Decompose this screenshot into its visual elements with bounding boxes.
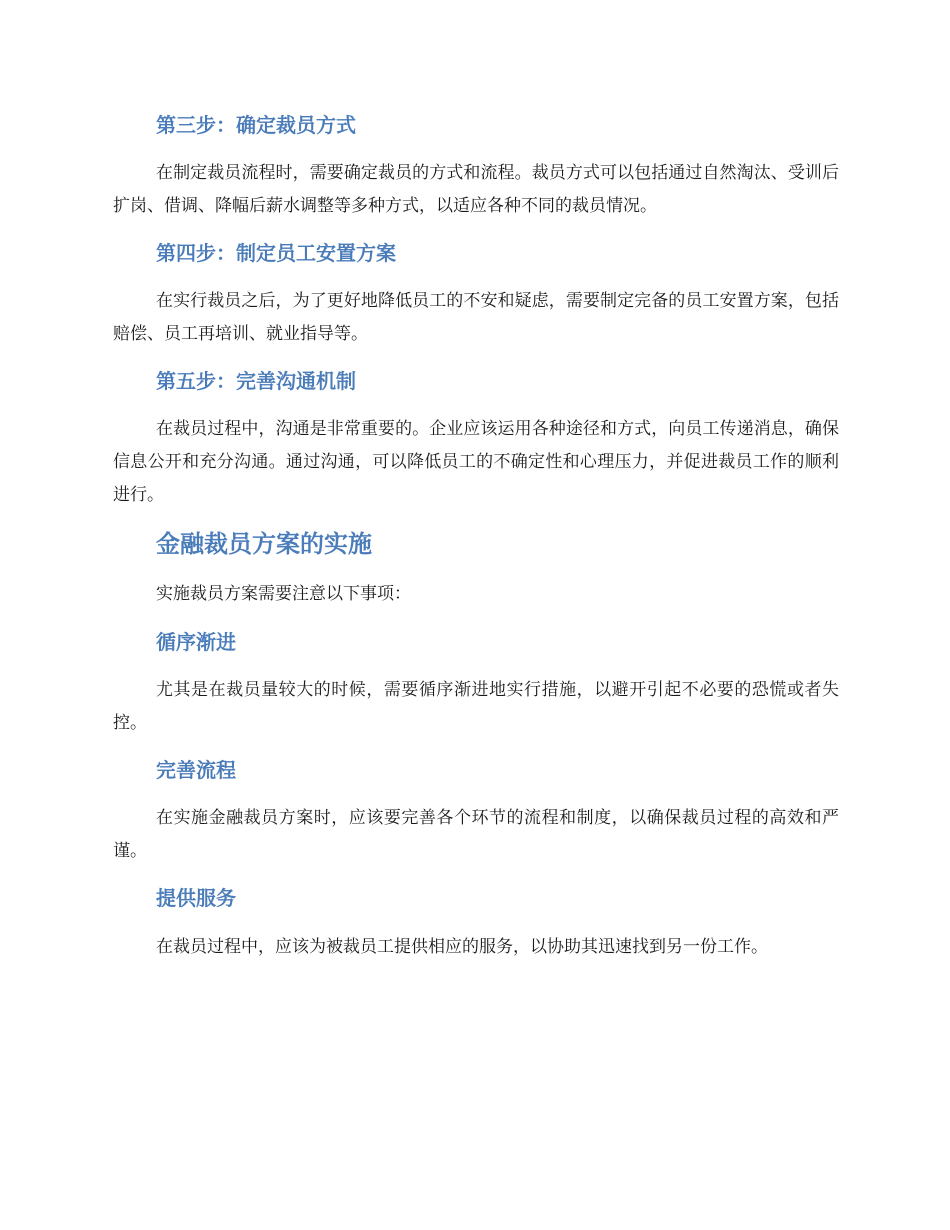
section-heading-step4: 第四步：制定员工安置方案 [156,241,396,265]
section-paragraph-step3: 在制定裁员流程时，需要确定裁员的方式和流程。裁员方式可以包括通过自然淘汰、受训后扩岗、借调、降幅后薪水调整等多种方式，以适应各种不同的裁员情况。 [113,163,839,216]
implementation-title: 金融裁员方案的实施 [156,530,372,558]
item-heading-gradual: 循序渐进 [156,630,236,654]
section-heading-step3: 第三步：确定裁员方式 [156,113,356,137]
implementation-intro: 实施裁员方案需要注意以下事项： [156,584,411,604]
item-paragraph-gradual: 尤其是在裁员量较大的时候，需要循序渐进地实行措施，以避开引起不必要的恐慌或者失控。 [113,680,839,733]
item-heading-service: 提供服务 [156,886,236,910]
item-paragraph-service: 在裁员过程中，应该为被裁员工提供相应的服务，以协助其迅速找到另一份工作。 [156,937,768,957]
item-paragraph-process: 在实施金融裁员方案时，应该要完善各个环节的流程和制度，以确保裁员过程的高效和严谨。 [113,808,839,861]
item-heading-process: 完善流程 [156,758,236,782]
section-heading-step5: 第五步：完善沟通机制 [156,369,356,393]
section-paragraph-step4: 在实行裁员之后，为了更好地降低员工的不安和疑虑，需要制定完备的员工安置方案，包括赔偿、员工再培训、就业指导等。 [113,291,839,344]
section-paragraph-step5: 在裁员过程中，沟通是非常重要的。企业应该运用各种途径和方式，向员工传递消息，确保信息公开和充分沟通。通过沟通，可以降低员工的不确定性和心理压力，并促进裁员工作的顺利进行。 [113,419,839,505]
